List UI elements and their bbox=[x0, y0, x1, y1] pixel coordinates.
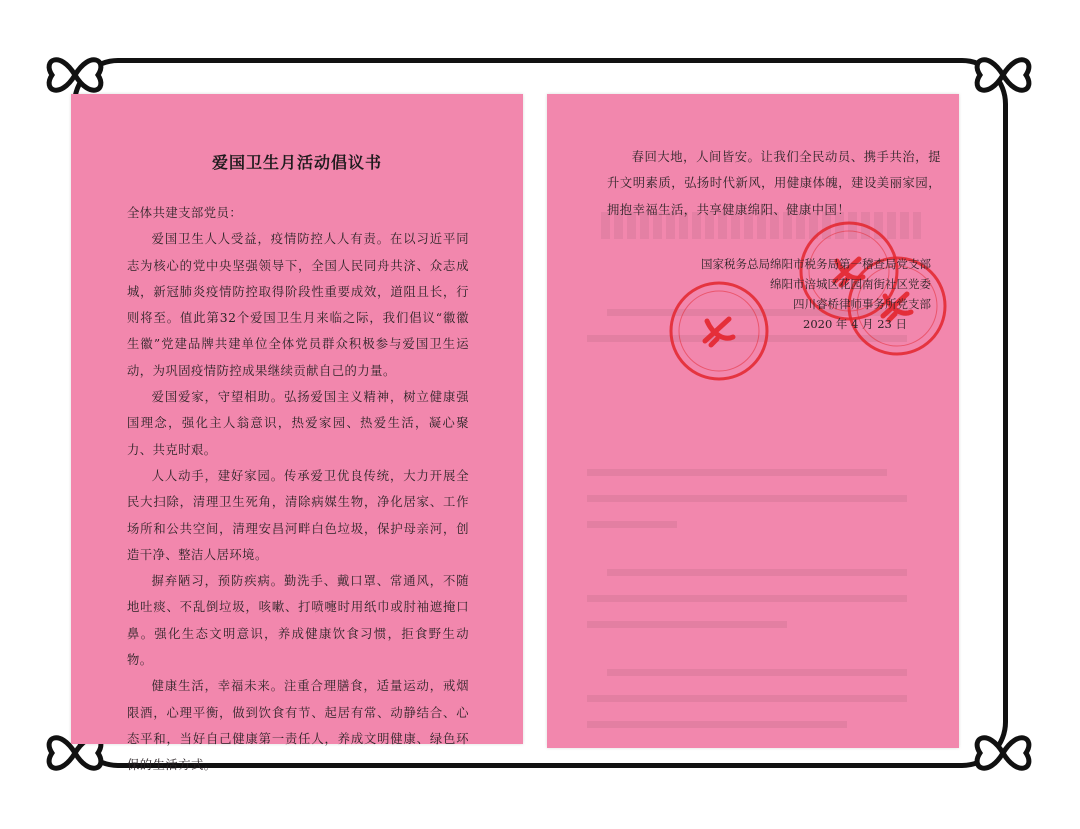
left-document-page bbox=[71, 94, 523, 773]
signatory: 国家税务总局绵阳市税务局第一稽查局党支部 bbox=[701, 257, 931, 271]
paragraph: 摒弃陋习，预防疾病。勤洗手、戴口罩、常通风，不随地吐痰、不乱倒垃圾，咳嗽、打喷嚏时用纸巾或肘袖遮掩口鼻。强化生态文明意识，养成健康饮食习惯，拒食野生动物。 bbox=[127, 574, 469, 668]
paragraph: 健康生活，幸福未来。注重合理膳食，适量运动，戒烟限酒，心理平衡，做到饮食有节、起居有常、动静结合、心态平和，当好自己健康第一责任人，养成文明健康、绿色环保的生活方式。 bbox=[127, 679, 469, 773]
bow-ornament-icon bbox=[968, 40, 1038, 110]
paragraph: 人人动手，建好家园。传承爱卫优良传统，大力开展全民大扫除，清理卫生死角，清除病媒生物，净化居家、工作场所和公共空间，清理安昌河畔白色垃圾，保护母亲河，创造干净、整洁人居环境。 bbox=[127, 468, 469, 562]
closing-paragraph bbox=[607, 144, 941, 223]
signature-date: 2020 年 4 月 23 日 bbox=[803, 317, 907, 331]
paragraph: 爱国爱家，守望相助。弘扬爱国主义精神，树立健康强国理念，强化主人翁意识，热爱家园、热爱生活，凝心聚力、共克时艰。 bbox=[127, 390, 469, 457]
signature-block bbox=[571, 254, 931, 334]
signatory: 绵阳市涪城区花园南街社区党委 bbox=[770, 277, 931, 291]
bow-ornament-icon bbox=[968, 718, 1038, 788]
paragraph: 爱国卫生人人受益，疫情防控人人有责。在以习近平同志为核心的党中央坚强领导下，全国人民同舟共济、众志成城，新冠肺炎疫情防控取得阶段性重要成效，道阻且长，行则将至。值此第32个爱国卫生月来临之际，我们倡议“徽徽生徽”党建品牌共建单位全体党员群众积极参与爱国卫生运动，为巩固疫情防控成果继续贡献自己的力量。 bbox=[127, 232, 469, 378]
paragraph: 春回大地，人间皆安。让我们全民动员、携手共治，提升文明素质，弘扬时代新风，用健康体魄，建设美丽家园，拥抱幸福生活，共享健康绵阳、健康中国！ bbox=[607, 150, 941, 217]
signatory: 四川睿桥律师事务所党支部 bbox=[793, 297, 931, 311]
proposal-body bbox=[127, 200, 469, 779]
document-title: 爱国卫生月活动倡议书 bbox=[211, 153, 382, 172]
right-document-page bbox=[547, 94, 959, 748]
greeting: 全体共建支部党员： bbox=[127, 206, 243, 220]
